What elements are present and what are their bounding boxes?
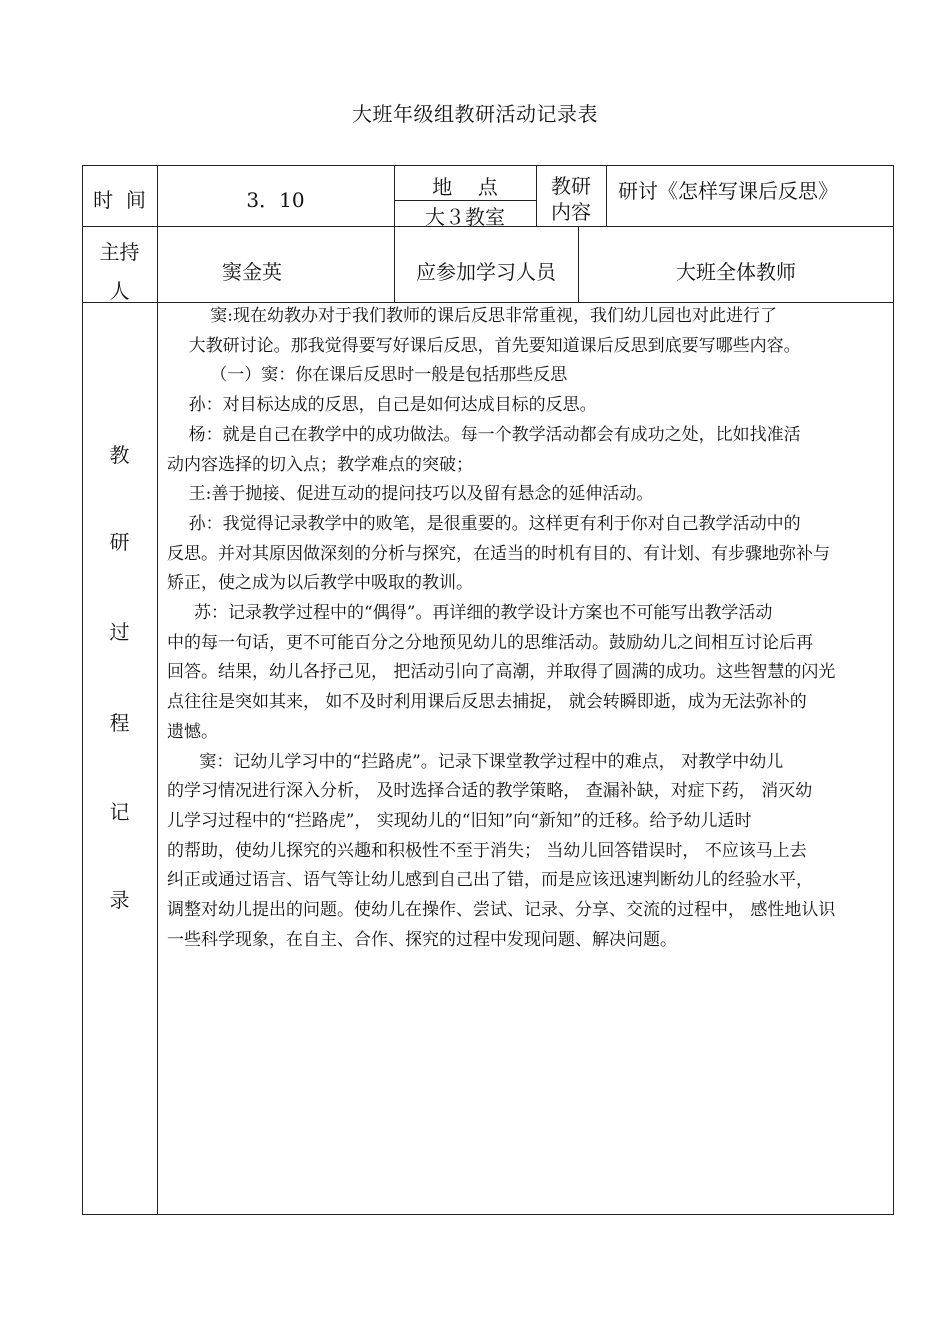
record-line: 王:善于抛接、促进互动的提问技巧以及留有悬念的延伸活动。 [167, 484, 654, 505]
record-line: 矫正，使之成为以后教学中吸取的教训。 [167, 573, 473, 594]
side-label-char: 记 [109, 800, 130, 824]
side-label-char: 教 [109, 443, 130, 467]
host-label-line2: 人 [109, 279, 130, 303]
record-line: 遗憾。 [167, 721, 218, 742]
record-line: 窦：记幼儿学习中的“拦路虎”。记录下课堂教学过程中的难点， 对教学中幼儿 [167, 751, 784, 772]
record-line: 窦:现在幼教办对于我们教师的课后反思非常重视，我们幼儿园也对此进行了 [167, 306, 777, 326]
record-line: 大教研讨论。那我觉得要写好课后反思，首先要知道课后反思到底要写哪些内容。 [167, 335, 801, 356]
record-line: 调整对幼儿提出的问题。使幼儿在操作、尝试、记录、分享、交流的过程中， 感性地认识 [167, 900, 836, 921]
side-label-char: 录 [109, 888, 130, 912]
record-line: 点往往是突如其来， 如不及时利用课后反思去捕捉， 就会转瞬即逝，成为无法弥补的 [167, 692, 807, 713]
content-label-line1: 教研 [551, 174, 591, 198]
side-label-char: 过 [109, 620, 130, 644]
participants-value: 大班全体教师 [676, 260, 796, 284]
record-body [167, 302, 889, 955]
time-label: 时 间 [93, 188, 146, 212]
side-label-char: 程 [109, 711, 130, 735]
label-column-divider [157, 165, 158, 1215]
record-line: 回答。结果，幼儿各抒己见， 把活动引向了高潮，并取得了圆满的成功。这些智慧的闪光 [167, 662, 836, 683]
record-line: 孙：我觉得记录教学中的败笔，是很重要的。这样更有利于你对自己教学活动中的 [167, 513, 801, 534]
record-line: 中的每一句话，更不可能百分之分地预见幼儿的思维活动。鼓励幼儿之间相互讨论后再 [167, 632, 813, 653]
document-title: 大班年级组教研活动记录表 [352, 102, 598, 126]
record-line: 一些科学现象，在自主、合作、探究的过程中发现问题、解决问题。 [167, 929, 677, 950]
record-line: 纠正或通过语言、语气等让幼儿感到自己出了错，而是应该迅速判断幼儿的经验水平， [167, 870, 813, 891]
location-value: 大３教室 [425, 205, 505, 229]
record-line: 儿学习过程中的“拦路虎”， 实现幼儿的“旧知”向“新知”的迁移。给予幼儿适时 [167, 810, 752, 831]
host-value: 窦金英 [222, 260, 282, 284]
side-label-char: 研 [109, 530, 130, 554]
record-line: 的学习情况进行深入分析， 及时选择合适的教学策略， 查漏补缺，对症下药， 消灭幼 [167, 781, 813, 802]
content-value: 研讨《怎样写课后反思》 [618, 179, 838, 203]
time-value: 3．10 [246, 188, 305, 212]
record-line: 反思。并对其原因做深刻的分析与探究，在适当的时机有目的、有计划、有步骤地弥补与 [167, 543, 830, 564]
record-line: （一）窦：你在课后反思时一般是包括那些反思 [167, 365, 568, 386]
content-label-line2: 内容 [551, 200, 591, 224]
row1-divider-c [606, 165, 607, 226]
record-line: 动内容选择的切入点；教学难点的突破； [167, 454, 473, 475]
record-line: 孙：对目标达成的反思，自己是如何达成目标的反思。 [167, 395, 597, 416]
participants-label: 应参加学习人员 [416, 260, 556, 284]
record-line: 苏：记录教学过程中的“偶得”。再详细的教学设计方案也不可能写出教学活动 [167, 603, 773, 624]
host-label-line1: 主持 [99, 240, 140, 264]
record-line: 的帮助，使幼儿探究的兴趣和积极性不至于消失； 当幼儿回答错误时， 不应该马上去 [167, 840, 807, 861]
location-label: 地 点 [432, 175, 498, 199]
record-line: 杨：就是自己在教学中的成功做法。每一个教学活动都会有成功之处，比如找准活 [167, 424, 801, 445]
